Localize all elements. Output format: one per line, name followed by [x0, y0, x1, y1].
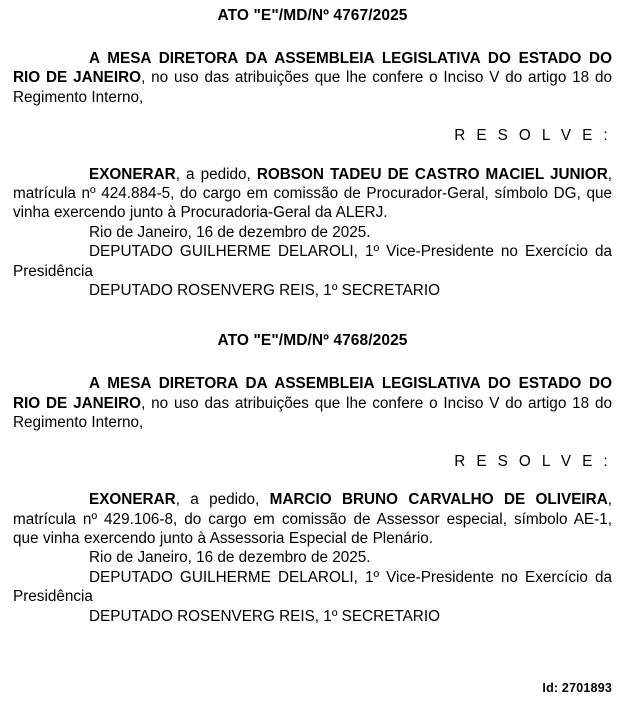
- act-1-decision-details: , matrícula nº 424.884-5, do cargo em comissão de Procurador-Geral, símbolo DG, que vinha exercendo junto à Procuradoria-Geral da ALERJ.: [13, 165, 613, 222]
- spacer-after-title-1: [13, 25, 612, 49]
- act-1-signatory-2: DEPUTADO ROSENVERG REIS, 1º SECRETARIO: [89, 282, 440, 300]
- act-1-decision-name: ROBSON TADEU DE CASTRO MACIEL JUNIOR: [256, 165, 608, 183]
- document-id-label: Id: 2701893: [542, 681, 612, 695]
- act-2-decision-verb: EXONERAR: [89, 491, 176, 509]
- act-1-decision-verb: EXONERAR: [89, 165, 176, 183]
- act-1-signatory-1: DEPUTADO GUILHERME DELAROLI, 1º Vice-Presidente no Exercício da Presidência: [13, 243, 612, 280]
- act-2-resolve-label: R E S O L V E :: [454, 452, 611, 470]
- spacer-after-title-2: [13, 350, 612, 374]
- act-1-decision-connector: , a pedido,: [175, 165, 257, 183]
- act-2-signatory-2: DEPUTADO ROSENVERG REIS, 1º SECRETARIO: [89, 607, 440, 625]
- spacer-after-resolve-1: [13, 146, 612, 165]
- spacer-before-resolve-1: [13, 107, 612, 126]
- spacer-before-resolve-2: [13, 433, 612, 452]
- act-1-preamble-lead: A MESA DIRETORA DA ASSEMBLEIA LEGISLATIVA DO ESTADO DO RIO DE JANEIRO: [13, 50, 612, 87]
- act-title-1: ATO "E"/MD/Nº 4767/2025: [217, 7, 408, 24]
- act-1-preamble: [13, 49, 612, 107]
- act-title-2: ATO "E"/MD/Nº 4768/2025: [217, 332, 408, 350]
- act-2-place-date: Rio de Janeiro, 16 de dezembro de 2025.: [89, 549, 371, 567]
- act-2-preamble-rest: , no uso das atribuições que lhe confere o Inciso V do artigo 18 do Regimento Interno,: [13, 394, 612, 432]
- spacer-between-acts: [13, 300, 612, 331]
- act-1-decision: [13, 165, 612, 223]
- act-2-preamble-lead: A MESA DIRETORA DA ASSEMBLEIA LEGISLATIVA DO ESTADO DO RIO DE JANEIRO: [13, 375, 612, 412]
- act-2-decision-name: MARCIO BRUNO CARVALHO DE OLIVEIRA: [269, 491, 608, 509]
- act-2-preamble: [13, 374, 612, 432]
- act-1-preamble-rest: , no uso das atribuições que lhe confere o Inciso V do artigo 18 do Regimento Interno,: [13, 69, 612, 106]
- act-2-decision-details: , matrícula nº 429.106-8, do cargo em comissão de Assessor especial, símbolo AE-1, que vinha exercendo junto à Assessoria Especial de Plenário.: [13, 491, 613, 547]
- spacer-after-resolve-2: [13, 471, 612, 490]
- act-2-decision: [13, 490, 612, 548]
- act-2-decision-connector: , a pedido,: [175, 491, 270, 509]
- act-1-place-date: Rio de Janeiro, 16 de dezembro de 2025.: [89, 223, 371, 241]
- act-2-signatory-1: DEPUTADO GUILHERME DELAROLI, 1º Vice-Presidente no Exercício da Presidência: [13, 568, 612, 606]
- act-1-resolve-label: R E S O L V E :: [454, 127, 611, 145]
